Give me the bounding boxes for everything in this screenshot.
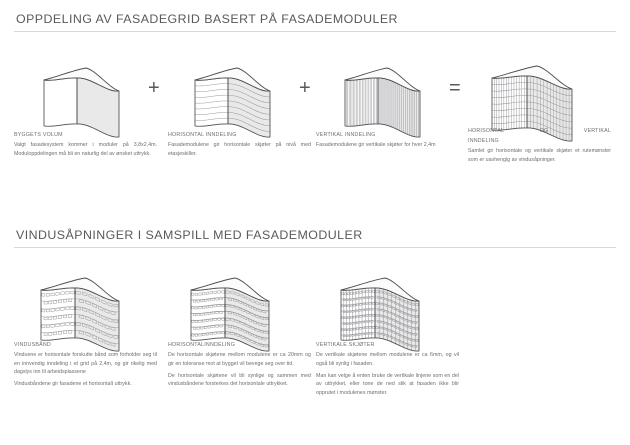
- caption-heading-word: HORISONTAL: [468, 128, 505, 134]
- isometric-building: [481, 44, 607, 130]
- caption-vertikal-inndeling: [316, 131, 459, 150]
- caption-paragraph: De vertikale skjøtene mellom modulene er ca 6mm, og vil også bli synlig i fasaden.: [316, 352, 459, 367]
- caption-heading: BYGGETS VOLUM: [14, 132, 63, 138]
- caption-paragraph: Valgt fasadesystem kommer i moduler på 3,8x2,4m. Moduloppdelingen må bli en naturlig del av ønsket uttrykk.: [14, 142, 157, 157]
- caption-heading: VINDUSBÅND: [14, 342, 51, 348]
- figure-vindusband: [30, 256, 154, 340]
- caption-paragraph: De horisontale skjøtene vil bli synlige og sammen med vindusbåndene forsterkes det horisontale uttrykket.: [168, 372, 311, 388]
- section-divider-2: [14, 247, 616, 248]
- isometric-building: [330, 256, 454, 340]
- figure-vertikal-inndeling: [334, 46, 452, 126]
- figure-horisontal-inndeling: [184, 46, 302, 126]
- operator-equals: =: [449, 77, 461, 99]
- operator-plus-1: +: [148, 77, 160, 99]
- caption-heading: VERTIKALE SKJØTER: [316, 342, 375, 348]
- section-title-fasadegrid: OPPDELING AV FASADEGRID BASERT PÅ FASADEMODULER: [16, 12, 398, 26]
- caption-heading-line2: INNDELING: [468, 138, 499, 145]
- caption-paragraph: Man kan velge å enten bruke de vertikale linjene som en del av uttrykket, eller tone de ned slik at fasaden ikke blir opprutet i modulenes mønster.: [316, 372, 459, 396]
- isometric-building: [30, 256, 154, 340]
- caption-heading-word: OG: [539, 128, 549, 134]
- caption-heading-word: VERTIKAL: [583, 128, 611, 134]
- caption-heading: HORISONTALINNDELING: [168, 342, 236, 348]
- figure-horisontal-og-vertikal: [481, 44, 607, 130]
- section-title-vindusapninger: VINDUSÅPNINGER I SAMSPILL MED FASADEMODULER: [16, 228, 363, 242]
- caption-horisontalinndeling: [168, 341, 311, 389]
- caption-bygget-volum: [14, 131, 157, 158]
- isometric-building: [184, 46, 302, 126]
- caption-paragraph: Samlet gir horisontale og vertikale skjøter et rutemønster som er uavhengig av vindusåpninger.: [468, 148, 611, 163]
- isometric-building: [33, 46, 151, 126]
- caption-vindusband: [14, 341, 157, 389]
- caption-heading: HORISONTAL INNDELING: [168, 132, 237, 138]
- caption-heading: VERTIKAL INNDELING: [316, 132, 376, 138]
- figure-horisontalinndeling: [180, 256, 304, 340]
- section-divider-1: [14, 31, 616, 32]
- figure-vertikale-skjoter: [330, 256, 454, 340]
- caption-vertikale-skjoter: [316, 341, 459, 397]
- isometric-building: [334, 46, 452, 126]
- caption-heading-line1: [468, 127, 611, 136]
- figure-bygget-volum: [33, 46, 151, 126]
- caption-paragraph: Fasademodulene gir horisontale skjøter på nivå med etasjeskiller.: [168, 142, 311, 157]
- isometric-building: [180, 256, 304, 340]
- caption-horisontal-inndeling: [168, 131, 311, 158]
- operator-plus-2: +: [299, 77, 311, 99]
- caption-paragraph: Fasademodulene gir vertikale skjøter for hver 2,4m: [316, 142, 436, 149]
- caption-paragraph: De horisontale skjøtene mellom modulene er ca 20mm og gir en toleranse mot at bygget vil bevege seg over tid.: [168, 352, 311, 367]
- caption-paragraph: Vinduene er horisontale forskutte bånd som forholder seg til en innvendig inndeling i et grid på 2,4m, og gir rikelig med dagslys inn til arbeidsplassene: [14, 352, 157, 376]
- caption-horisontal-og-vertikal-inndeling: [468, 127, 611, 164]
- caption-paragraph: Vindusbåndene gir fasadene et horisontalt uttrykk.: [14, 381, 132, 388]
